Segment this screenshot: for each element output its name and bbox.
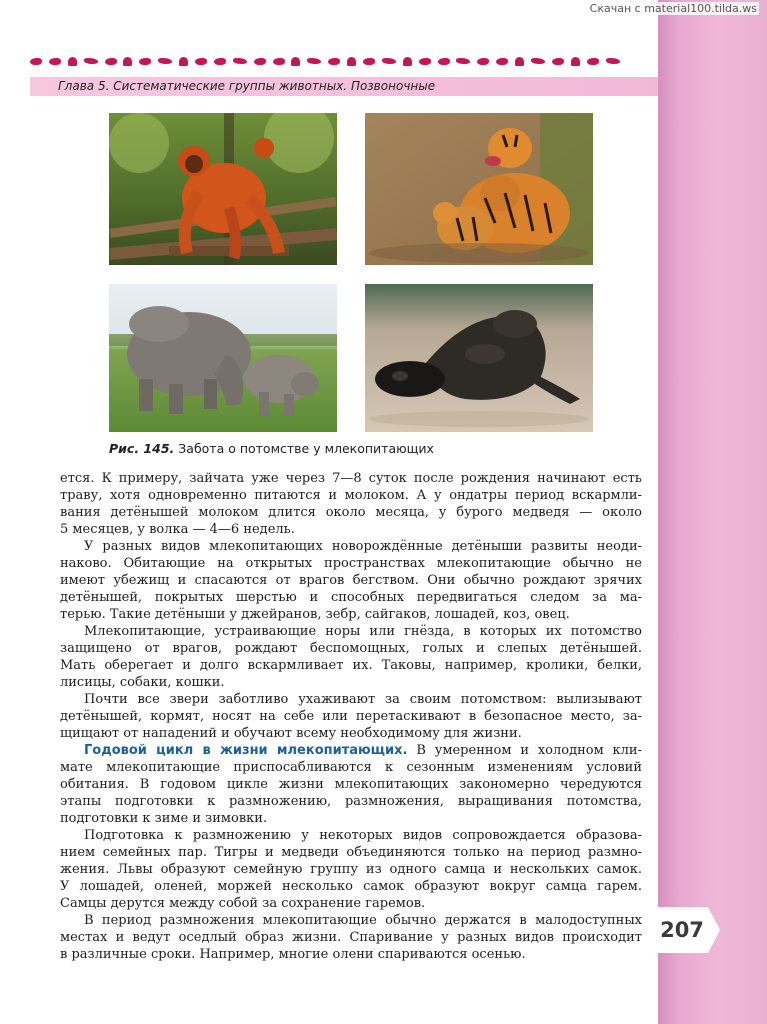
text-line: детёнышей, покрытых шерстью и способных передвигаться следом за ма- <box>60 590 642 605</box>
tigress-with-cubs-photo <box>365 113 593 265</box>
text-line: лисицы, собаки, кошки. <box>60 675 225 690</box>
text-line: Млекопитающие, устраивающие норы или гнёзда, в которых их потомство <box>84 624 642 639</box>
text-line: Подготовка к размножению у некоторых видов сопровождается образова- <box>84 828 642 843</box>
text-fragment: В умеренном и холодном кли- <box>407 743 642 758</box>
text-line: в различные сроки. Например, многие олени спариваются осенью. <box>60 947 526 962</box>
text-line: подготовки к зиме и зимовки. <box>60 811 268 826</box>
text-line: Мать оберегает и долго вскармливает их. Таковы, например, кролики, белки, <box>60 658 642 673</box>
text-line: Почти все звери заботливо ухаживают за своим потомством: вылизывают <box>84 692 642 707</box>
text-line: мате млекопитающие приспосабливаются к сезонным изменениям условий <box>60 760 642 775</box>
text-line: детёнышей, кормят, носят на себе или перетаскивают в безопасное место, за- <box>60 709 642 724</box>
text-line: этапы подготовки к размножению, размножения, выращивания потомства, <box>60 794 642 809</box>
section-heading: Годовой цикл в жизни млекопитающих. <box>84 743 408 758</box>
text-line: щищают от нападений и обучают всему необходимому для жизни. <box>60 726 522 741</box>
figure-caption <box>109 441 434 456</box>
page-number: 207 <box>660 918 704 942</box>
sea-lion-with-pup-photo <box>365 284 593 432</box>
watermark: Скачан с material100.tilda.ws <box>589 2 757 15</box>
text-line: 5 месяцев, у волка — 4—6 недель. <box>60 522 295 537</box>
side-decorative-band <box>658 0 767 1024</box>
body-text <box>60 470 642 963</box>
rhino-with-calf-photo <box>109 284 337 432</box>
text-line: терью. Такие детёныши у джейранов, зебр, сайгаков, лошадей, коз, овец. <box>60 607 570 622</box>
text-line: жения. Львы образуют семейную группу из одного самца и нескольких самок. <box>60 862 642 877</box>
text-line: Самцы дерутся между собой за сохранение гаремов. <box>60 896 426 911</box>
text-line: защищено от врагов, рождают беспомощных, голых и слепых детёнышей. <box>60 641 642 656</box>
text-line: У разных видов млекопитающих новорождённые детёныши развиты неоди- <box>84 539 642 554</box>
figure-label: Рис. 145. <box>109 441 175 456</box>
text-line: ется. К примеру, зайчата уже через 7—8 суток после рождения начинают есть <box>60 471 642 486</box>
text-line: У лошадей, оленей, моржей несколько самок образуют вокруг самца гарем. <box>60 879 642 894</box>
chapter-title: Глава 5. Систематические группы животных. Позвоночные <box>58 79 436 93</box>
text-line: обитания. В годовом цикле жизни млекопитающих закономерно чередуются <box>60 777 642 792</box>
animal-silhouettes-strip <box>30 54 620 68</box>
text-line: вания детёнышей молоком длится около месяца, у бурого медведя — около <box>60 505 642 520</box>
text-line: нием семейных пар. Тигры и медведи объединяются только на период размно- <box>60 845 642 860</box>
text-line: имеют убежищ и спасаются от врагов бегством. Они обычно рождают зрячих <box>60 573 642 588</box>
text-line: местах и ведут оседлый образ жизни. Спаривание у разных видов происходит <box>60 930 642 945</box>
text-line: наково. Обитающие на открытых пространствах млекопитающие обычно не <box>60 556 642 571</box>
text-line <box>60 742 642 759</box>
text-line: траву, хотя одновременно питаются и молоком. А у ондатры период вскармли- <box>60 488 642 503</box>
text-line: В период размножения млекопитающие обычно держатся в малодоступных <box>84 913 642 928</box>
figure-caption-text: Забота о потомстве у млекопитающих <box>178 441 434 456</box>
orangutan-with-baby-photo <box>109 113 337 265</box>
